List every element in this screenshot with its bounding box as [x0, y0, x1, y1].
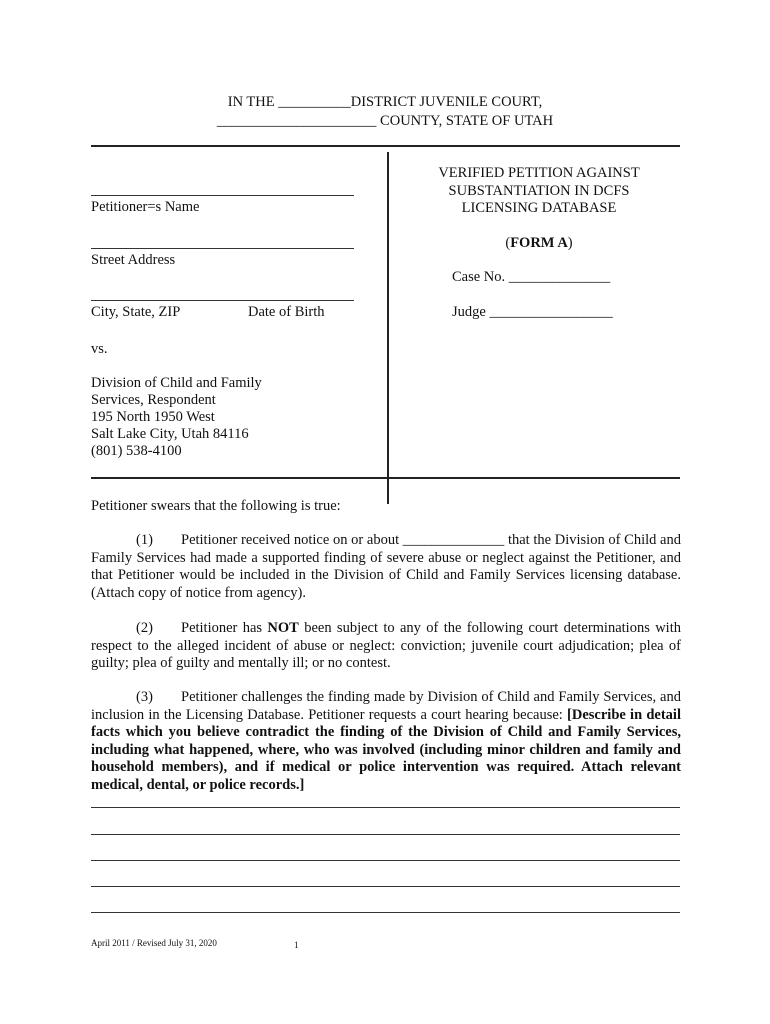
petitioner-name-label: Petitioner=s Name — [91, 199, 200, 215]
answer-line — [91, 886, 680, 887]
paragraph-3: (3) Petitioner challenges the finding made by Division of Child and Family Services, and inclusion in the Licensing Database. Petitioner requests a court hearing because: [Describe in detail facts which you believe contradict the finding of the Division of Child and Family Services, including what happened, where, who was involved (including minor children and family and household members), and if medical or police intervention was required. Attach relevant medical, dental, or police records.] — [91, 689, 681, 793]
petition-title — [398, 165, 680, 218]
versus-text: vs. — [91, 341, 108, 357]
revision-date: April 2011 / Revised July 31, 2020 — [91, 938, 217, 948]
city-state-zip-line — [91, 300, 354, 301]
form-designation: (FORM A) — [505, 235, 573, 251]
paragraph-1: (1) Petitioner received notice on or about ______________ that the Division of Child and Family Services had made a supported finding of severe abuse or neglect against the Petitioner, and that Petitioner would be included in the Division of Child and Family Services licensing database. (Attach copy of notice from agency). — [91, 532, 681, 601]
respondent-block — [91, 375, 262, 460]
caption-top-rule — [91, 145, 680, 147]
judge-field: Judge _________________ — [452, 304, 613, 320]
court-header-line1: IN THE __________DISTRICT JUVENILE COURT, — [227, 94, 543, 110]
caption-divider — [387, 152, 389, 504]
page-number: 1 — [294, 940, 299, 950]
petition-title-line: LICENSING DATABASE — [461, 200, 617, 216]
answer-line — [91, 807, 680, 808]
petitioner-name-line — [91, 195, 354, 196]
petition-title-line: VERIFIED PETITION AGAINST — [438, 165, 640, 181]
city-state-zip-label: City, State, ZIP — [91, 304, 181, 320]
paragraph-number: (1) — [136, 532, 153, 548]
court-header-line2: ______________________ COUNTY, STATE OF UTAH — [216, 113, 554, 129]
answer-line — [91, 860, 680, 861]
respondent-line: Services, Respondent — [91, 392, 216, 408]
street-address-line — [91, 248, 354, 249]
answer-line — [91, 834, 680, 835]
petition-title-line: SUBSTANTIATION IN DCFS — [448, 182, 630, 199]
respondent-line: Division of Child and Family — [91, 375, 262, 391]
case-number-field: Case No. ______________ — [452, 269, 611, 285]
respondent-line: Salt Lake City, Utah 84116 — [91, 426, 249, 442]
date-of-birth-label: Date of Birth — [248, 304, 325, 320]
paragraph-number: (3) — [136, 689, 153, 705]
respondent-line: (801) 538-4100 — [91, 443, 182, 459]
intro-statement: Petitioner swears that the following is true: — [91, 498, 341, 514]
answer-line — [91, 912, 680, 913]
respondent-line: 195 North 1950 West — [91, 409, 215, 425]
paragraph-2: (2) Petitioner has NOT been subject to any of the following court determinations with respect to the alleged incident of abuse or neglect: conviction; juvenile court adjudication; plea of guilty; plea of guilty and mentally ill; or no contest. — [91, 620, 681, 671]
caption-bottom-rule — [91, 477, 680, 479]
street-address-label: Street Address — [91, 252, 176, 268]
paragraph-number: (2) — [136, 620, 153, 636]
